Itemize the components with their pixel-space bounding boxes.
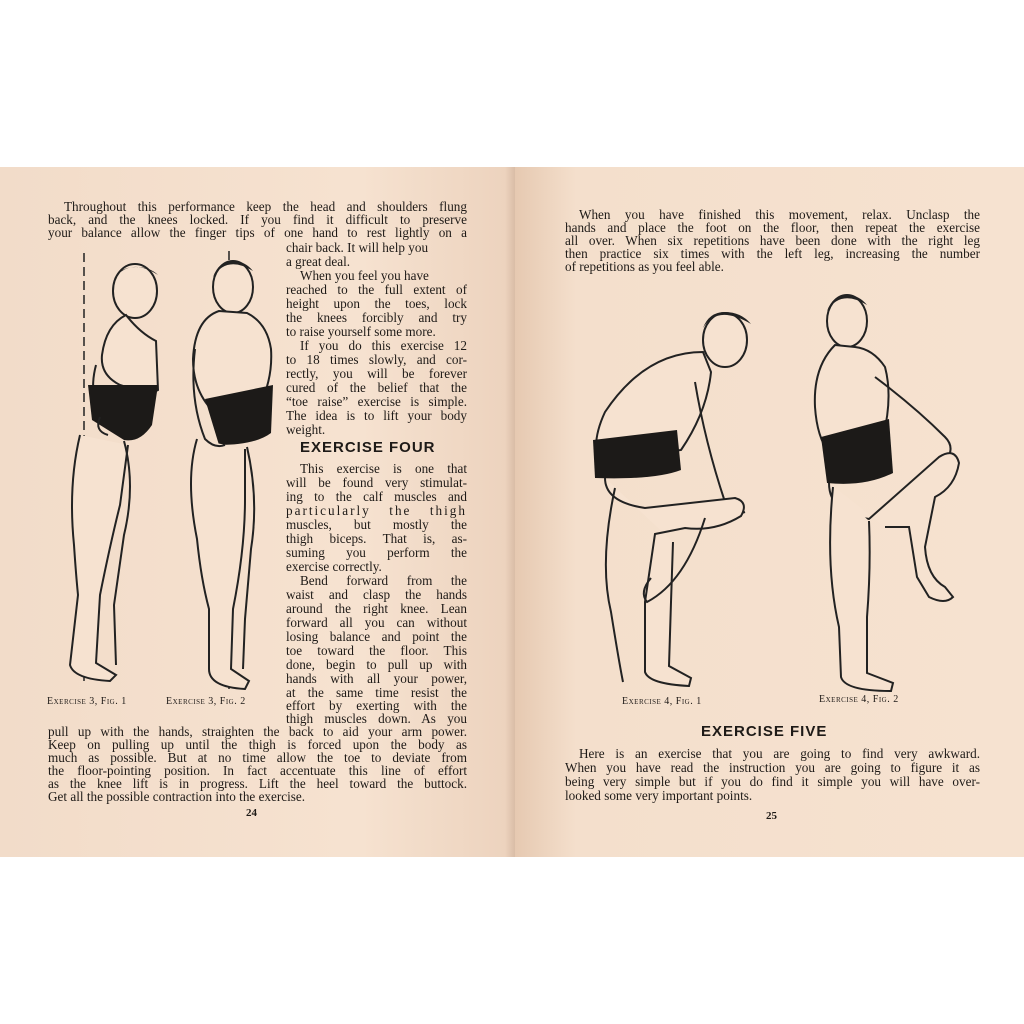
col-line: losing balance and point the (286, 629, 467, 644)
right-bottom-line: looked some very important points. (565, 788, 753, 803)
col-line: a great deal. (286, 254, 351, 269)
col-line: “toe raise” exercise is simple. (286, 394, 467, 409)
col-line: to raise yourself some more. (286, 324, 436, 339)
col-line: waist and clasp the hands (286, 587, 467, 602)
right-bottom-line: When you have read the instruction you are going to figure it as (565, 760, 980, 775)
col-line: around the right knee. Lean (286, 601, 467, 616)
col-line: rectly, you will be forever (286, 366, 467, 381)
col-line: chair back. It will help you (286, 240, 429, 255)
figure-caption: Exercise 4, Fig. 1 (622, 696, 702, 707)
col-line: Bend forward from the (300, 573, 467, 588)
man-bent-forward-knee-clasp-illustration (585, 302, 765, 687)
col-line: effort by exerting with the (286, 698, 467, 713)
figure-caption: Exercise 3, Fig. 1 (47, 696, 127, 707)
left-page (0, 167, 515, 857)
page-number: 25 (766, 810, 777, 822)
col-line: done, begin to pull up with (286, 657, 467, 672)
left-bottom-line: Get all the possible contraction into the exercise. (48, 789, 306, 804)
col-line: at the same time resist the (286, 685, 467, 700)
right-top-line-5: of repetitions as you feel able. (565, 259, 724, 274)
right-top-line-4: then practice six times with the left leg, increasing the number (565, 246, 980, 261)
left-bottom-line: the floor-pointing position. In fact accentuate this line of effort (48, 763, 467, 778)
col-line: weight. (286, 422, 326, 437)
col-line: muscles, but mostly the (286, 517, 467, 532)
exercise-four-heading: EXERCISE FOUR (300, 439, 436, 456)
figure-caption: Exercise 4, Fig. 2 (819, 694, 899, 705)
right-top-line-1: When you have finished this movement, relax. Unclasp the (579, 207, 980, 222)
left-top-line-3: your balance allow the finger tips of one hand to rest lightly on a (48, 225, 467, 240)
col-line: to 18 times slowly, and cor- (286, 352, 467, 367)
man-standing-toe-raise-illustration (175, 249, 290, 694)
col-line: toe toward the floor. This (286, 643, 467, 658)
col-line: The idea is to lift your body (286, 408, 467, 423)
col-line: will be found very stimulat- (286, 475, 467, 490)
left-bottom-line: Keep on pulling up until the thigh is forced upon the body as (48, 737, 467, 752)
col-line: ing to the calf muscles and (286, 489, 467, 504)
left-bottom-line: pull up with the hands, straighten the back to aid your arm power. (48, 724, 467, 739)
left-bottom-line: as the knee lift is in progress. Lift the heel toward the buttock. (48, 776, 467, 791)
col-line: hands with all your power, (286, 671, 467, 686)
right-bottom-line: Here is an exercise that you are going to find very awkward. (579, 746, 980, 761)
exercise-five-heading: EXERCISE FIVE (701, 723, 828, 740)
man-standing-side-view-illustration (40, 245, 180, 685)
right-page (515, 167, 1024, 857)
col-line: thigh muscles down. As you (286, 711, 467, 726)
col-line: height upon the toes, lock (286, 296, 467, 311)
right-top-line-2: hands and place the foot on the floor, then repeat the exercise (565, 220, 980, 235)
col-line: reached to the full extent of (286, 282, 467, 297)
page-number: 24 (246, 807, 257, 819)
left-top-line-2: back, and the knees locked. If you find it difficult to preserve (48, 212, 467, 227)
right-top-line-3: all over. When six repetitions have been done with the right leg (565, 233, 980, 248)
col-line: thigh biceps. That is, as- (286, 531, 467, 546)
col-line: When you feel you have (300, 268, 429, 283)
col-line: the knees forcibly and try (286, 310, 467, 325)
right-bottom-line: being very simple but if you do find it simple you will have over- (565, 774, 980, 789)
col-line: suming you perform the (286, 545, 467, 560)
col-line: If you do this exercise 12 (300, 338, 467, 353)
figure-caption: Exercise 3, Fig. 2 (166, 696, 246, 707)
col-line: cured of the belief that the (286, 380, 467, 395)
col-line: forward all you can without (286, 615, 467, 630)
left-top-line-1: Throughout this performance keep the head and shoulders flung (64, 199, 467, 214)
col-line: This exercise is one that (300, 461, 467, 476)
col-line: particularly the thigh (286, 503, 467, 518)
col-line: exercise correctly. (286, 559, 382, 574)
book-spread (0, 167, 1024, 857)
man-upright-knee-lift-illustration (805, 287, 975, 697)
left-bottom-line: much as possible. But at no time allow the toe to deviate from (48, 750, 467, 765)
